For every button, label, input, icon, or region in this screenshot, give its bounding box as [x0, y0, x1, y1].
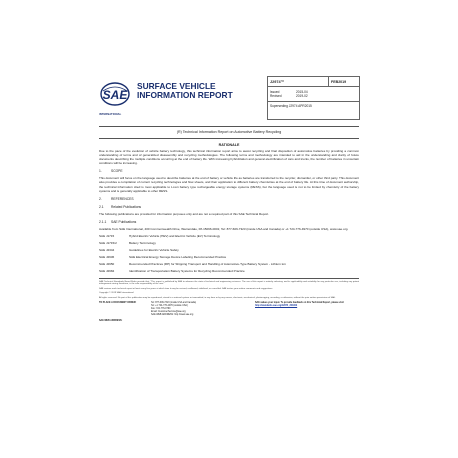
feedback-note: SAE values your input. To provide feedback on this Technical Report, please visit http://standards.sae.org/J2974_201902	[255, 302, 359, 317]
revised-label: Revised	[270, 94, 282, 99]
footer-rights: All rights reserved. No part of this publication may be reproduced, stored in a retrieval system or transmitted, in any form or by any means, electronic, mechanical, photocopying, recording, or otherwise, without the prior written permission of SAE.	[99, 296, 336, 299]
reference-item: SAE J1715/2 Battery Terminology	[99, 241, 156, 246]
document-title: SURFACE VEHICLE INFORMATION REPORT	[137, 81, 233, 101]
scope-text: This document will focus on the language used to describe batteries at the end of battery or vehicle life as batteries are transferred to the recycler, dismantler, or other third party. This document also provides a compilation of current recycling technologies and flow sheets, and their application to different battery chemistries at the end of battery life. At this time of document authorship, the technical information cited is most applicable to Li-ion battery type rechargeable energy storage systems (RESS), but the language used is not to be limited by chemistry of the battery systems and is generally applicable to other RESS.	[99, 176, 359, 193]
references-intro: The following publications are provided for information purposes only and are not a required part of this SAE Technical Report.	[99, 211, 269, 216]
document-header	[99, 76, 359, 124]
svg-text:SAE: SAE	[102, 88, 128, 102]
document-dates	[268, 87, 359, 102]
reference-item: SAE J2344 Guidelines for Electric Vehicle Safety	[99, 248, 179, 253]
issued-label: Issued	[270, 90, 280, 94]
rationale-heading: RATIONALE	[218, 143, 240, 147]
sae-logo	[99, 78, 131, 118]
order-contact	[99, 302, 359, 317]
document-date-code: FEB2019	[328, 77, 346, 86]
availability-text: Available from SAE International, 400 Commonwealth Drive, Warrendale, PA 15096-0001; Tel: 877-606-7323 (inside USA and Canada) or +1 724-776-4970 (outside USA), www.sae.org.	[99, 226, 349, 231]
web-address-label: SAE WEB ADDRESS:	[99, 319, 123, 322]
feedback-link[interactable]: http://standards.sae.org/J2974_201902	[255, 304, 298, 307]
footer-copyright: Copyright © 2019 SAE International	[99, 292, 134, 295]
footer-divider	[99, 278, 359, 279]
order-label: TO PLACE A DOCUMENT ORDER:	[99, 301, 137, 304]
reference-item: SAE J1715 Hybrid Electric Vehicle (HEV) and Electric Vehicle (EV) Terminology	[99, 233, 221, 238]
header-divider	[99, 126, 359, 127]
footer-disclaimer: SAE Technical Standards Board Rules provide that: "This report is published by SAE to advance the state of technical and engineering sciences. The use of this report is entirely voluntary, and its applicability and suitability for any particular use, including any patent infringement arising therefrom, is the sole responsibility of the user."	[99, 280, 359, 286]
references-heading: 2. REFERENCES	[99, 196, 134, 201]
subtitle-divider	[99, 138, 359, 139]
document-page	[88, 66, 370, 394]
document-number: J2974™	[270, 79, 285, 84]
document-subtitle: (R) Technical Information Report on Automotive Battery Recycling	[176, 130, 282, 134]
issued-date: 2015-04	[296, 90, 308, 94]
superseding-note: Superseding J2974 APR2015	[270, 104, 312, 108]
order-lines: Tel: 877-606-7323 (inside USA and Canada) Tel: +1 724-776-4970 (outside USA) Fax: 724-776-0790 Email: CustomerService@sae.org SAE WEB ADDRESS: http://www.sae.org	[151, 301, 197, 316]
reference-item: SAE J2984 Identification of Transportation Battery Systems for Recycling Recommended Practice	[99, 269, 245, 274]
document-meta-box	[267, 76, 360, 120]
related-publications-heading: 2.1 Related Publications	[99, 204, 142, 209]
footer-review-note: SAE reviews each technical report at least every five years at which time it may be revised, reaffirmed, stabilized, or cancelled. SAE invites your written comments and suggestions.	[99, 287, 273, 290]
logo-tagline: INTERNATIONAL	[99, 113, 122, 116]
reference-item: SAE J2950 Recommended Practices (RP) for Shipping Transport and Handling of Automotive-Type Battery System - Lithium Ion	[99, 262, 286, 267]
rationale-text: Due to the pace of the evolution of vehicle battery technology, this technical information report aims to assist recycling and final disposition of automotive batteries by providing a common understanding of terms and of generalized disassembly and recycling methodologies. The following terms and methodology are intended to aid in the understanding and clarity of future documents describing the multiple conditions occurring at the end of battery life. With increasing hybridization and general electrification of cars and trucks, the number of batteries in uncertain conditions will be increasing.	[99, 149, 359, 166]
revised-date: 2019-02	[296, 94, 308, 99]
scope-heading: 1. SCOPE	[99, 169, 123, 174]
sae-publications-heading: 2.1.1 SAE Publications	[99, 219, 137, 224]
reference-item: SAE J2936 SAE Electrical Energy Storage Device Labeling Recommended Practice	[99, 255, 227, 260]
